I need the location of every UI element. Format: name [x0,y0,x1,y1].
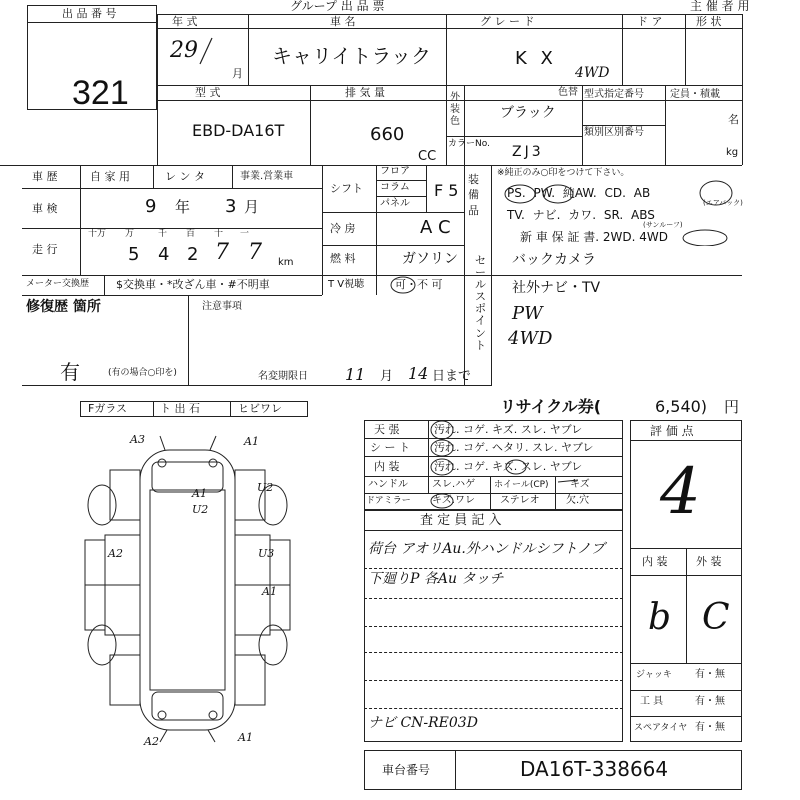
aircon-value: A C [420,217,451,238]
selling-point-2: 社外ナビ・TV [512,280,601,296]
score-interior-value: b [648,597,672,638]
equip-label: 装備品 [468,173,479,217]
equip-note: ※純正のみ○印をつけて下さい。 [497,168,630,178]
tool-jack-label: ジャッキ [636,670,672,680]
score-interior-label: 内 装 [642,555,668,568]
mark-front-right: A1 [244,435,259,448]
exterior-color-label: 色替 [558,87,578,98]
mark-left-door: A2 [108,547,123,560]
meter-options: $交換車・*改ざん車・#不明車 [116,278,270,291]
mileage-unit-1k: 千 [158,229,168,239]
shift-opt-floor: フロア [380,166,410,177]
int-seat-items: 汚れ. コゲ. ヘタリ. スレ. ヤブレ [434,441,594,454]
selling-label: セールスポイント [475,254,486,352]
mileage-unit-100: 百 [186,229,196,239]
deadline-label: 名変期限日 [258,371,308,382]
mark-front-left: A3 [130,433,145,446]
inspector-line-1: 荷台 アオリAu.外ハンドルシフトノブ [368,541,605,557]
deadline-month: 11 [345,365,366,384]
glass-f: Fガラス [88,402,127,415]
handle-label: ハンドル [368,479,408,490]
mileage-digit-4: 7 [215,240,229,265]
wheel-label: ホイール(CP) [494,480,549,490]
exterior-label: 外装色 [450,92,460,127]
glass-chip: ト 出 石 [160,402,200,415]
displacement-unit: CC [418,149,437,164]
type-designation-label: 型式指定番号 [584,89,644,100]
mileage-label: 走 行 [32,243,58,256]
shift-opt-panel: パネル [380,198,410,209]
body-type-label: 形 状 [696,15,722,28]
aircon-label: 冷 房 [330,222,356,235]
grade-label: グ レ ー ド [480,15,535,28]
shift-opt-column: コラム [380,182,410,193]
exterior-color-value: ブラック [500,105,556,121]
mileage-digit-1: 5 [128,244,140,265]
selling-point-4: 4WD [508,328,553,349]
capacity-label: 定員・積載 [670,89,720,100]
inspector-line-2: 下廻りP 各Au タッチ [368,571,504,587]
stereo-value: 欠.穴 [566,495,590,506]
tool-spare-value: 有・無 [695,722,725,733]
deadline-day-unit: 日まで [432,369,472,384]
grade-value: K X [515,48,557,69]
int-ceiling-label: 天 張 [374,423,400,436]
shaken-month-unit: 月 [244,198,260,216]
mirror-label: ドアミラー [366,496,411,506]
history-private: 自 家 用 [90,170,130,183]
exterior-code-label: カラーNo. [448,139,490,149]
repair-note: (有の場合○印を) [108,368,177,378]
mileage-unit-1: 一 [240,229,250,239]
grade-note: 4WD [575,65,610,81]
header-title: グループ 出 品 票 [290,0,385,13]
shaken-year-unit: 年 [175,198,191,216]
mark-right-rear: A1 [262,585,277,598]
stereo-label: ステレオ [500,495,540,506]
lot-number: 321 [72,74,129,112]
int-seat-label: シ ー ト [370,441,410,454]
mileage-digit-2: 4 [158,244,170,265]
chassis-label: 車台番号 [382,763,431,777]
score-exterior-value: C [702,597,730,638]
recycle-label: リサイクル券( [500,397,602,416]
glass-crack: ヒビワレ [238,402,282,415]
mirror-value: キズ.ワレ [432,495,475,506]
history-business: 事業.営業車 [240,171,294,182]
notes-label: 注意事項 [202,301,242,312]
displacement-label: 排 気 量 [345,86,385,99]
equip-row2: TV. ナビ. カワ. SR. ABS [507,208,655,222]
wheel-value: キズ [570,479,590,490]
int-ceiling-items: 汚れ. コゲ. キズ. スレ. ヤブレ [434,423,583,436]
tool-jack-value: 有・無 [695,669,725,680]
inspector-line-3: ナビ CN-RE03D [368,715,478,731]
tool-spare-label: スペアタイヤ [634,723,688,733]
car-label: 車 名 [330,15,356,28]
equip-row1: PS. PW. 純AW. CD. AB [507,186,651,200]
tool-kit-value: 有・無 [695,696,725,707]
score-label: 評 価 点 [650,424,694,438]
shaken-year: 9 [145,196,157,217]
tv-value: 可・不 可 [395,278,443,291]
history-label: 車 歴 [32,170,58,183]
shaken-label: 車 検 [32,202,58,215]
equip-row3: 新 車 保 証 書. 2WD. 4WD [520,230,668,244]
handle-value: スレ.ハゲ [432,479,476,490]
year-value: 29 [170,38,198,63]
mileage-unit-10: 十 [214,229,224,239]
equip-sunroof-note: (サンルーフ) [643,221,683,229]
fuel-value: ガソリン [402,251,458,267]
recycle-value: 6,540) [655,397,708,416]
capacity-unit-kg: kg [726,147,739,158]
int-trim-items: 汚れ. コゲ. キズ. スレ. ヤブレ [434,460,583,473]
header-right-label: 主 催 者 用 [690,0,750,13]
mileage-digit-5: 7 [248,240,262,265]
mark-hood-2: U2 [192,503,209,516]
mileage-unit: km [278,257,294,268]
year-unit: 月 [232,67,243,80]
mark-right-fender: U2 [257,481,274,494]
mark-hood: A1 [192,487,207,500]
displacement-value: 660 [370,124,405,145]
repair-label: 修復歴 箇所 [26,299,101,315]
selling-point-3: PW [512,303,543,324]
year-label: 年 式 [172,15,198,28]
capacity-unit-persons: 名 [728,113,739,126]
selling-point-1: バックカメラ [512,252,596,268]
score-exterior-label: 外 装 [696,555,722,568]
fuel-label: 燃 料 [330,252,356,265]
mileage-unit-10k: 万 [125,229,135,239]
model-label: 型 式 [195,86,221,99]
shift-value: F 5 [434,181,459,200]
mark-right-door: U3 [258,547,275,560]
shift-label: シフト [330,182,363,195]
class-number-label: 類別区別番号 [584,127,644,138]
model-value: EBD-DA16T [192,121,285,140]
lot-label: 出 品 番 号 [62,7,117,20]
mark-rear-right: A1 [238,731,253,744]
equip-airbag-note: (エアバック) [703,199,743,207]
inspector-label: 査 定 員 記 入 [420,513,502,528]
mark-rear-left: A2 [144,735,159,748]
deadline-day: 14 [408,364,429,383]
car-name: キャリイトラック [272,44,431,68]
mileage-digit-3: 2 [187,244,199,265]
shaken-month: 3 [225,196,237,217]
tool-kit-label: 工 具 [640,696,664,707]
history-rental: レ ン タ [165,170,205,183]
exterior-code: ZJ3 [512,144,544,160]
recycle-unit: 円 [724,398,740,416]
deadline-month-unit: 月 [380,369,394,384]
repair-value: 有 [60,360,80,384]
mileage-unit-100k: 十万 [88,229,107,239]
tv-label: T V視聴 [328,279,365,290]
int-trim-label: 内 装 [374,460,400,473]
door-label: ド ア [637,15,663,28]
chassis-number: DA16T-338664 [520,757,669,781]
score-value: 4 [660,455,701,529]
meter-label: メーター交換歴 [26,279,90,289]
